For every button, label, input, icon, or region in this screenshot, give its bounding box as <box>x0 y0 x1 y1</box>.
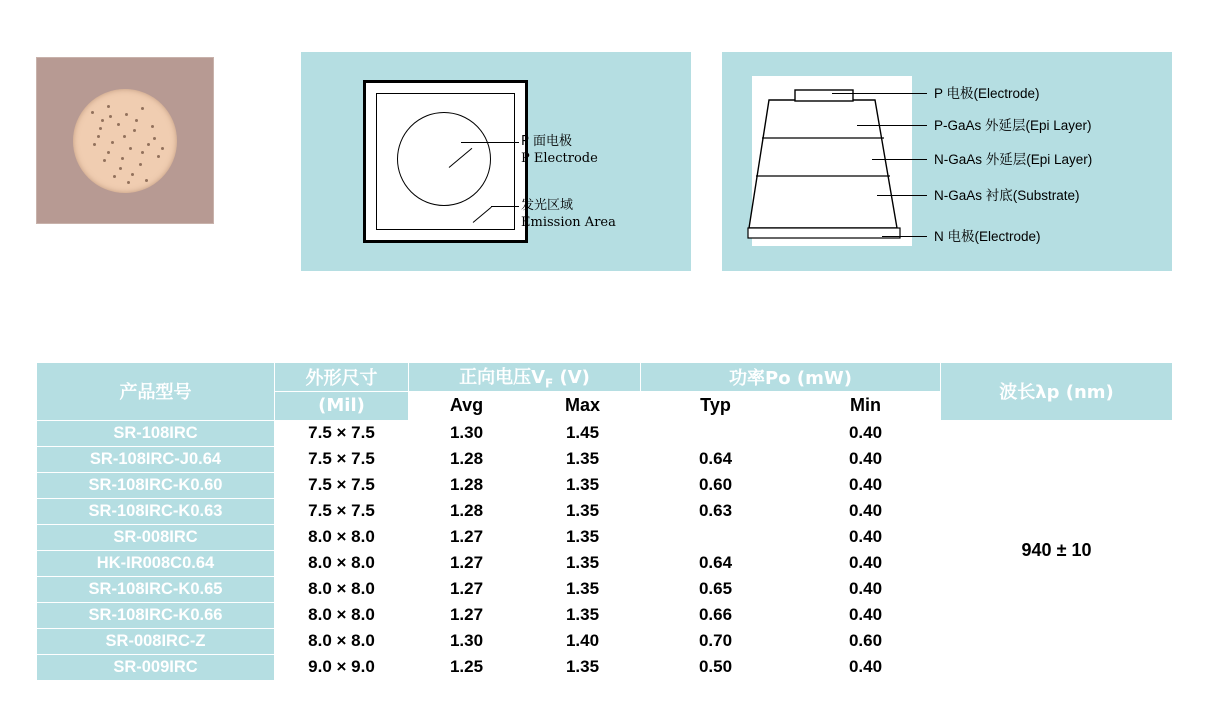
emission-circle <box>397 112 491 206</box>
cell-po-min: 0.40 <box>791 498 941 524</box>
cell-vf-avg: 1.25 <box>409 654 525 680</box>
cell-vf-max: 1.35 <box>525 498 641 524</box>
leader-line-p-gaas <box>857 125 927 126</box>
cell-vf-max: 1.35 <box>525 472 641 498</box>
cell-model: SR-008IRC <box>37 524 275 550</box>
header-vf-avg: Avg <box>409 391 525 420</box>
cell-wavelength: 940 ± 10 <box>941 420 1173 680</box>
header-po-min: Min <box>791 391 941 420</box>
header-wavelength: 波长λp (nm) <box>941 363 1173 421</box>
header-forward-voltage: 正向电压$V_F$ (V) <box>409 363 641 392</box>
cell-po-typ: 0.50 <box>641 654 791 680</box>
cell-vf-avg: 1.30 <box>409 628 525 654</box>
cell-size: 7.5 × 7.5 <box>275 498 409 524</box>
led-chip-photo <box>36 57 214 224</box>
cell-size: 7.5 × 7.5 <box>275 420 409 446</box>
cell-po-typ: 0.65 <box>641 576 791 602</box>
cell-vf-max: 1.35 <box>525 550 641 576</box>
cell-model: SR-108IRC-K0.66 <box>37 602 275 628</box>
cell-po-min: 0.40 <box>791 550 941 576</box>
leader-line-p-electrode <box>461 142 519 143</box>
cell-po-min: 0.40 <box>791 524 941 550</box>
cell-vf-max: 1.40 <box>525 628 641 654</box>
top-view-diagram <box>301 52 691 271</box>
cell-po-typ <box>641 524 791 550</box>
cell-model: SR-108IRC-K0.60 <box>37 472 275 498</box>
figures-row <box>0 0 1208 300</box>
cell-vf-avg: 1.28 <box>409 498 525 524</box>
cell-vf-avg: 1.27 <box>409 550 525 576</box>
cell-model: SR-108IRC-J0.64 <box>37 446 275 472</box>
cell-size: 7.5 × 7.5 <box>275 472 409 498</box>
cell-size: 8.0 × 8.0 <box>275 550 409 576</box>
cell-model: SR-009IRC <box>37 654 275 680</box>
cross-section-diagram <box>722 52 1172 271</box>
header-model: 产品型号 <box>37 363 275 421</box>
cell-vf-avg: 1.27 <box>409 524 525 550</box>
header-power: 功率Po (mW) <box>641 363 941 392</box>
cell-size: 8.0 × 8.0 <box>275 628 409 654</box>
cell-vf-max: 1.35 <box>525 602 641 628</box>
callout-p-gaas-epi-layer: P-GaAs 外延层(Epi Layer) <box>934 118 1092 133</box>
cell-po-typ: 0.66 <box>641 602 791 628</box>
leader-line-emission-area <box>491 206 519 207</box>
header-vf-max: Max <box>525 391 641 420</box>
chip-outline <box>363 80 528 243</box>
chip-cross-section-shape <box>747 80 917 250</box>
cell-model: SR-008IRC-Z <box>37 628 275 654</box>
cell-po-min: 0.40 <box>791 446 941 472</box>
callout-n-gaas-substrate: N-GaAs 衬底(Substrate) <box>934 188 1080 203</box>
cell-model: SR-108IRC-K0.65 <box>37 576 275 602</box>
cell-vf-max: 1.35 <box>525 576 641 602</box>
chip-circle <box>73 89 177 193</box>
leader-line-n-gaas-substrate <box>877 195 927 196</box>
table-header-row-1 <box>37 363 1173 392</box>
header-size: 外形尺寸 <box>275 363 409 392</box>
cell-po-typ <box>641 420 791 446</box>
header-size-unit: (Mil) <box>275 391 409 420</box>
cell-size: 7.5 × 7.5 <box>275 446 409 472</box>
leader-line-n-electrode <box>882 236 927 237</box>
cell-vf-max: 1.35 <box>525 446 641 472</box>
cell-po-min: 0.40 <box>791 602 941 628</box>
specification-table <box>36 362 1173 681</box>
cell-vf-avg: 1.27 <box>409 602 525 628</box>
cell-model: SR-108IRC-K0.63 <box>37 498 275 524</box>
callout-n-gaas-epi-layer: N-GaAs 外延层(Epi Layer) <box>934 152 1093 167</box>
table-row <box>37 420 1173 446</box>
callout-p-electrode: P 面电极 P Electrode <box>521 134 598 166</box>
cell-po-min: 0.40 <box>791 576 941 602</box>
cell-size: 8.0 × 8.0 <box>275 602 409 628</box>
cell-po-typ: 0.60 <box>641 472 791 498</box>
cell-po-typ: 0.64 <box>641 550 791 576</box>
cell-vf-max: 1.45 <box>525 420 641 446</box>
cell-size: 8.0 × 8.0 <box>275 524 409 550</box>
cell-size: 8.0 × 8.0 <box>275 576 409 602</box>
cell-model: SR-108IRC <box>37 420 275 446</box>
cell-vf-avg: 1.28 <box>409 472 525 498</box>
cell-po-min: 0.40 <box>791 654 941 680</box>
cell-vf-max: 1.35 <box>525 654 641 680</box>
callout-n-electrode: N 电极(Electrode) <box>934 229 1041 244</box>
cell-size: 9.0 × 9.0 <box>275 654 409 680</box>
cell-po-typ: 0.63 <box>641 498 791 524</box>
cell-model: HK-IR008C0.64 <box>37 550 275 576</box>
cell-vf-avg: 1.30 <box>409 420 525 446</box>
leader-line-n-gaas-epi <box>872 159 927 160</box>
cell-po-typ: 0.64 <box>641 446 791 472</box>
cell-po-min: 0.40 <box>791 472 941 498</box>
leader-line-p-electrode <box>832 93 927 94</box>
header-po-typ: Typ <box>641 391 791 420</box>
cell-po-min: 0.40 <box>791 420 941 446</box>
callout-emission-area: 发光区域 Emission Area <box>521 198 616 230</box>
cell-vf-max: 1.35 <box>525 524 641 550</box>
cell-vf-avg: 1.28 <box>409 446 525 472</box>
callout-p-electrode: P 电极(Electrode) <box>934 86 1040 101</box>
cell-po-min: 0.60 <box>791 628 941 654</box>
cell-vf-avg: 1.27 <box>409 576 525 602</box>
cell-po-typ: 0.70 <box>641 628 791 654</box>
